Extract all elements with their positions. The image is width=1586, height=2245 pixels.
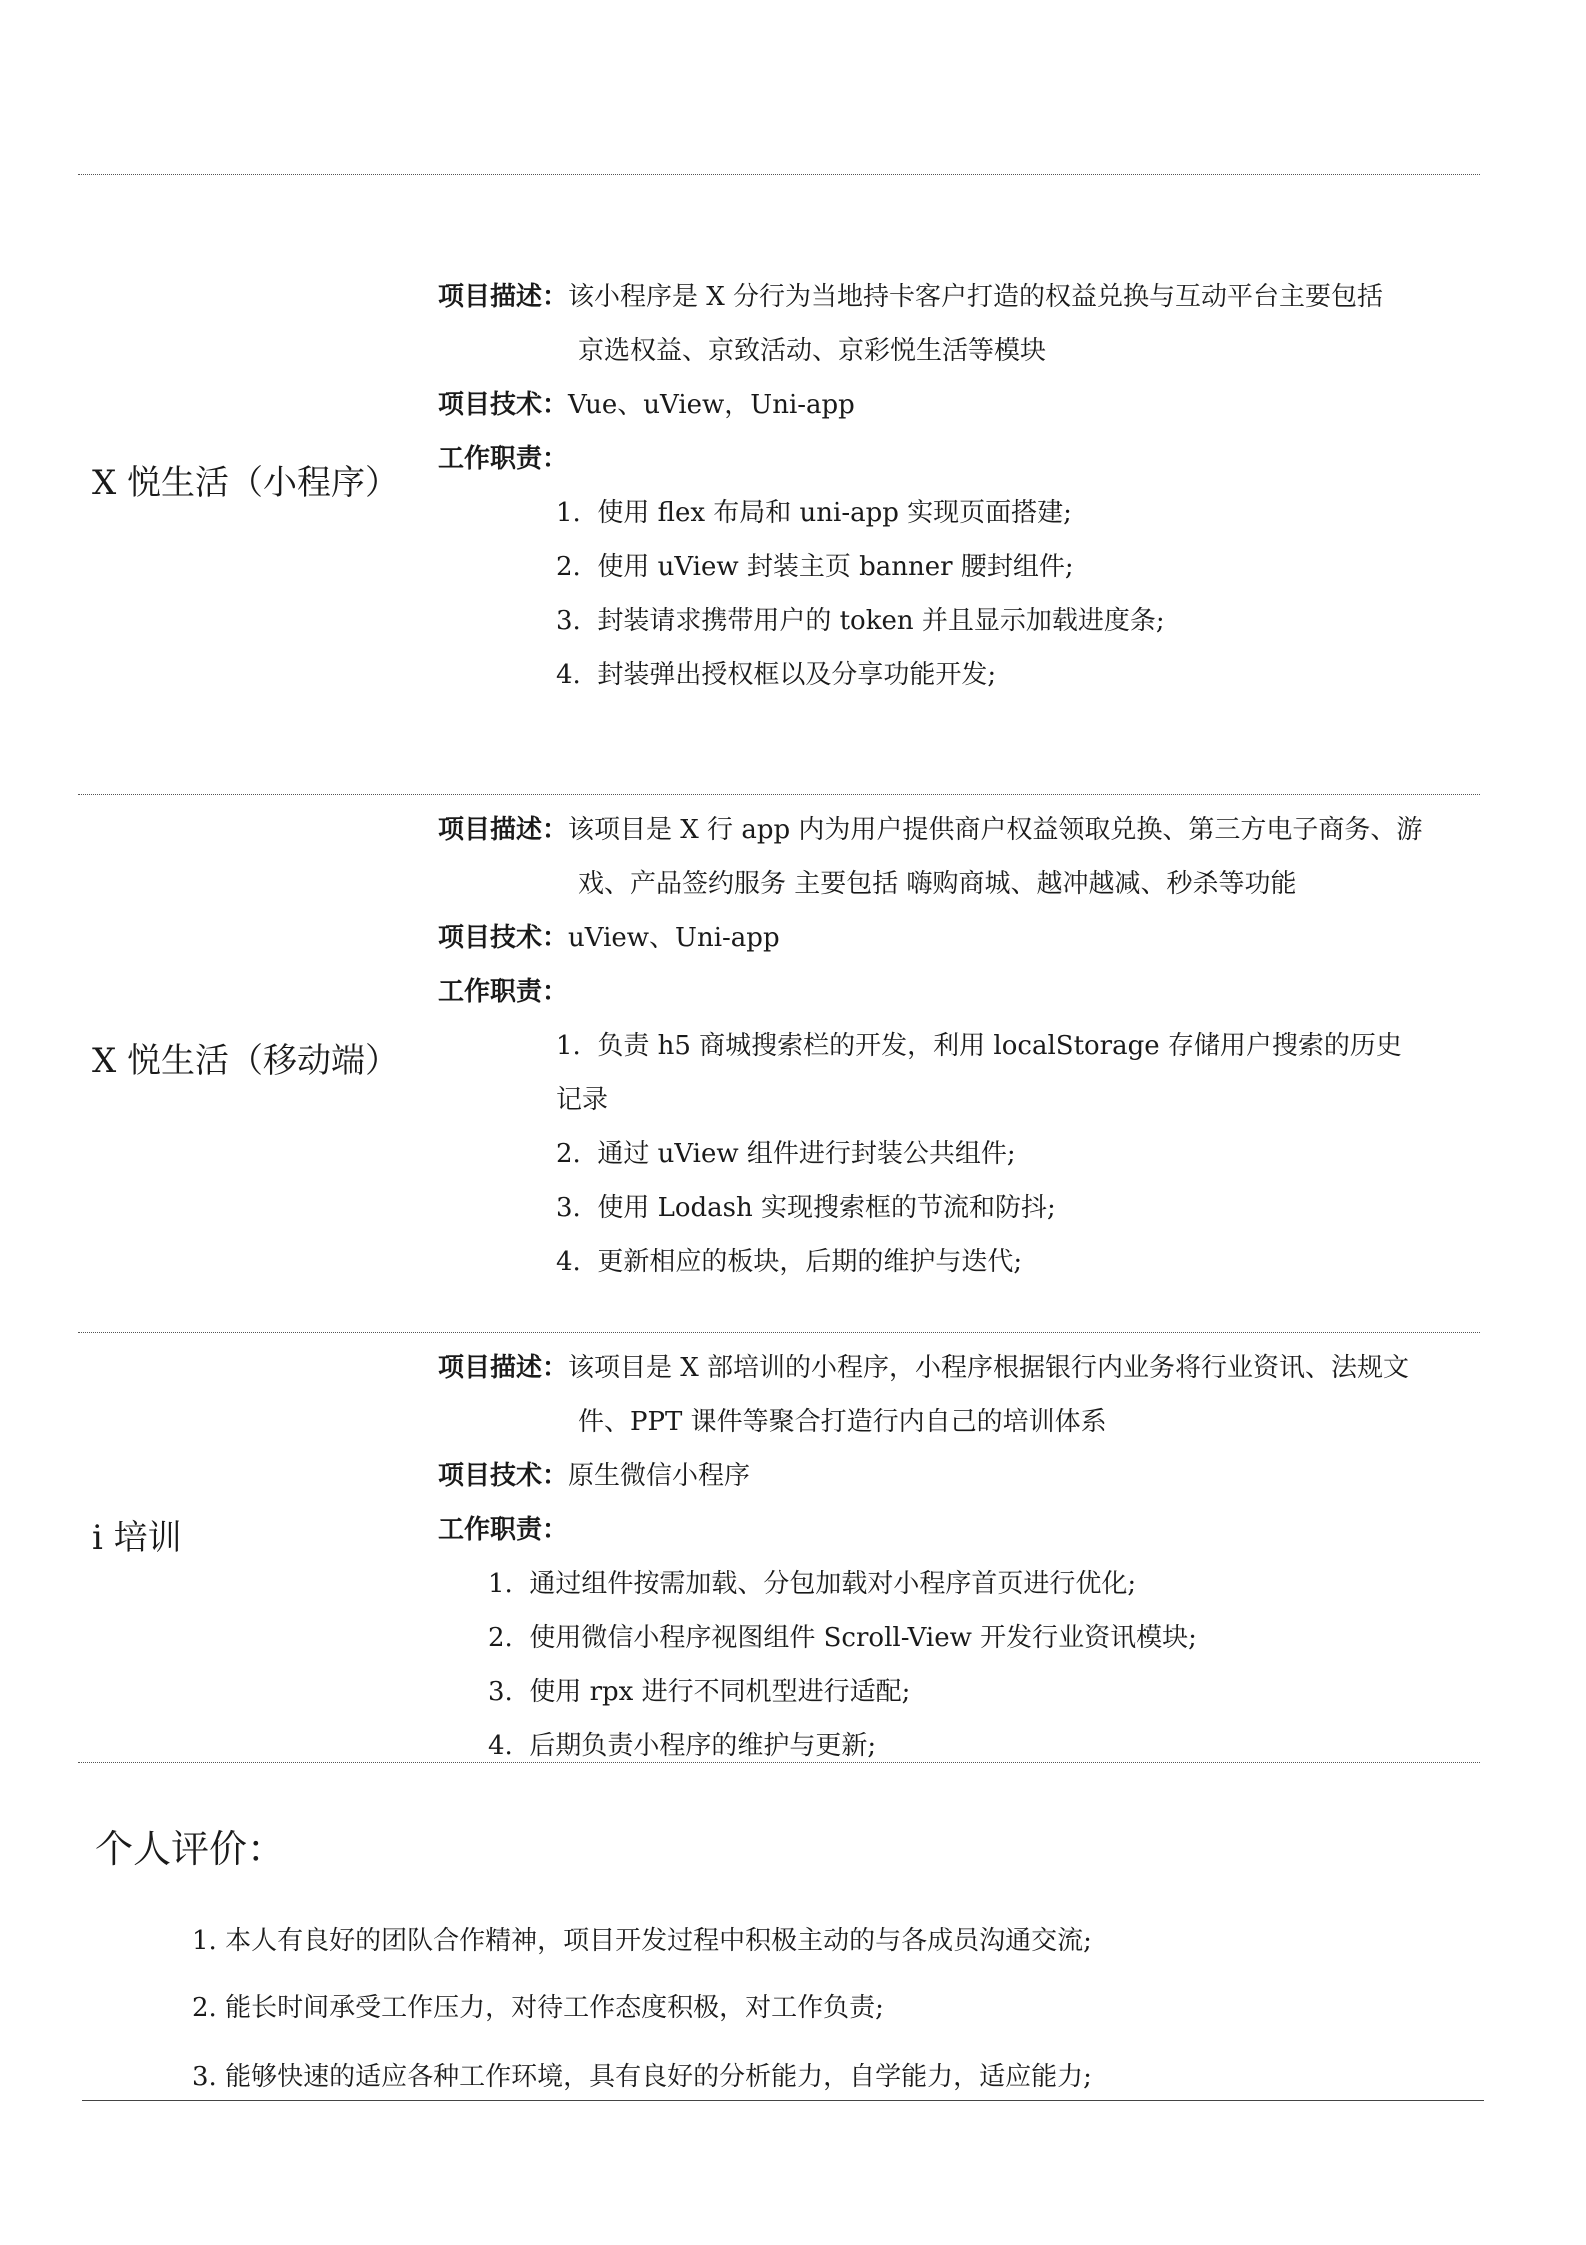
project-name: i 培训 bbox=[92, 1518, 182, 1558]
duty-item bbox=[438, 1611, 1478, 1665]
project-description bbox=[438, 270, 1478, 324]
project-tech bbox=[438, 1449, 1478, 1503]
duty-item bbox=[438, 594, 1478, 648]
desc-continuation: 戏、产品签约服务 主要包括 嗨购商城、越冲越减、秒杀等功能 bbox=[578, 869, 1297, 899]
evaluation-item: 3. 能够快速的适应各种工作环境，具有良好的分析能力，自学能力，适应能力; bbox=[192, 2062, 1092, 2092]
desc-continuation: 件、PPT 课件等聚合打造行内自己的培训体系 bbox=[578, 1407, 1107, 1437]
divider bbox=[78, 794, 1480, 795]
evaluation-item: 1. 本人有良好的团队合作精神，项目开发过程中积极主动的与各成员沟通交流; bbox=[192, 1926, 1092, 1956]
duty-text: 封装弹出授权框以及分享功能开发; bbox=[597, 660, 997, 690]
duty-number: 2. bbox=[488, 1623, 513, 1653]
divider bbox=[78, 1332, 1480, 1333]
divider-top bbox=[78, 174, 1480, 175]
divider-bottom bbox=[82, 2100, 1484, 2101]
duty-label: 工作职责： bbox=[438, 444, 569, 474]
tech-label: 项目技术： bbox=[438, 923, 569, 953]
duty-number: 1. bbox=[488, 1569, 513, 1599]
project-body bbox=[438, 270, 1478, 702]
duty-text: 封装请求携带用户的 token 并且显示加载进度条; bbox=[597, 606, 1165, 636]
duty-number: 2. bbox=[556, 552, 581, 582]
duty-number: 1. bbox=[556, 498, 581, 528]
project-description bbox=[438, 803, 1478, 857]
duty-number: 4. bbox=[556, 1247, 581, 1277]
tech-text: 原生微信小程序 bbox=[568, 1461, 751, 1491]
duty-number: 1. bbox=[556, 1031, 581, 1061]
duty-item bbox=[438, 1719, 1478, 1773]
evaluation-title: 个人评价： bbox=[95, 1827, 286, 1871]
project-name: X 悦生活（小程序） bbox=[92, 463, 400, 503]
duty-continuation: 记录 bbox=[556, 1085, 609, 1115]
desc-label: 项目描述： bbox=[438, 282, 569, 312]
duty-item bbox=[438, 648, 1478, 702]
duty-item bbox=[438, 1235, 1478, 1289]
duty-label: 工作职责： bbox=[438, 977, 569, 1007]
duty-text: 负责 h5 商城搜索栏的开发，利用 localStorage 存储用户搜索的历史 bbox=[597, 1031, 1402, 1061]
duty-number: 3. bbox=[556, 1193, 581, 1223]
project-body bbox=[438, 1341, 1478, 1773]
duty-text: 使用微信小程序视图组件 Scroll-View 开发行业资讯模块; bbox=[529, 1623, 1197, 1653]
project-tech bbox=[438, 378, 1478, 432]
duty-text: 使用 Lodash 实现搜索框的节流和防抖; bbox=[597, 1193, 1056, 1223]
duty-number: 3. bbox=[488, 1677, 513, 1707]
duty-label: 工作职责： bbox=[438, 1515, 569, 1545]
project-duty-heading bbox=[438, 432, 1478, 486]
project-body bbox=[438, 803, 1478, 1289]
desc-text: 该项目是 X 行 app 内为用户提供商户权益领取兑换、第三方电子商务、游 bbox=[568, 815, 1423, 845]
tech-label: 项目技术： bbox=[438, 390, 569, 420]
duty-number: 4. bbox=[488, 1731, 513, 1761]
duty-number: 4. bbox=[556, 660, 581, 690]
duty-text: 更新相应的板块，后期的维护与迭代; bbox=[597, 1247, 1023, 1277]
duty-item bbox=[438, 486, 1478, 540]
evaluation-item: 2. 能长时间承受工作压力，对待工作态度积极，对工作负责; bbox=[192, 1993, 884, 2023]
tech-text: Vue、uView，Uni-app bbox=[568, 390, 855, 420]
duty-text: 通过 uView 组件进行封装公共组件; bbox=[597, 1139, 1016, 1169]
tech-label: 项目技术： bbox=[438, 1461, 569, 1491]
project-duty-heading bbox=[438, 965, 1478, 1019]
duty-number: 3. bbox=[556, 606, 581, 636]
duty-item bbox=[438, 1181, 1478, 1235]
desc-label: 项目描述： bbox=[438, 815, 569, 845]
project-duty-heading bbox=[438, 1503, 1478, 1557]
duty-text: 使用 rpx 进行不同机型进行适配; bbox=[529, 1677, 911, 1707]
project-tech bbox=[438, 911, 1478, 965]
desc-text: 该项目是 X 部培训的小程序，小程序根据银行内业务将行业资讯、法规文 bbox=[568, 1353, 1410, 1383]
project-name: X 悦生活（移动端） bbox=[92, 1041, 400, 1081]
duty-item bbox=[438, 1127, 1478, 1181]
desc-label: 项目描述： bbox=[438, 1353, 569, 1383]
duty-text: 使用 uView 封装主页 banner 腰封组件; bbox=[597, 552, 1074, 582]
duty-item bbox=[438, 1665, 1478, 1719]
duty-item bbox=[438, 1557, 1478, 1611]
project-description bbox=[438, 1341, 1478, 1395]
duty-item bbox=[438, 1019, 1478, 1073]
desc-text: 该小程序是 X 分行为当地持卡客户打造的权益兑换与互动平台主要包括 bbox=[568, 282, 1384, 312]
duty-number: 2. bbox=[556, 1139, 581, 1169]
desc-continuation: 京选权益、京致活动、京彩悦生活等模块 bbox=[578, 336, 1047, 366]
duty-text: 通过组件按需加载、分包加载对小程序首页进行优化; bbox=[529, 1569, 1137, 1599]
duty-text: 使用 flex 布局和 uni-app 实现页面搭建; bbox=[597, 498, 1072, 528]
divider bbox=[78, 1762, 1480, 1763]
tech-text: uView、Uni-app bbox=[568, 923, 780, 953]
duty-item bbox=[438, 540, 1478, 594]
duty-text: 后期负责小程序的维护与更新; bbox=[529, 1731, 877, 1761]
